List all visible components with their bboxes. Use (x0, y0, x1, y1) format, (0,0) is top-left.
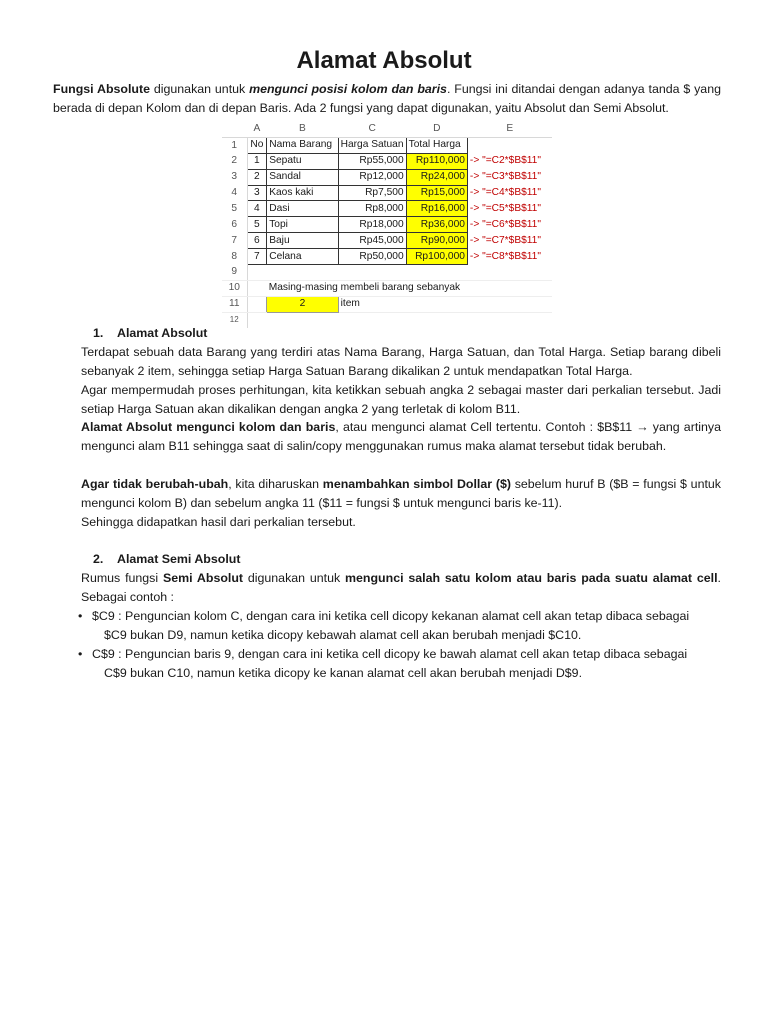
cell-nama: Topi (267, 217, 338, 233)
cell-formula: -> "=C2*$B$11" (469, 155, 541, 167)
header-cell: Nama Barang (267, 137, 338, 153)
column-letter: C (338, 122, 406, 137)
section-heading (93, 324, 207, 343)
cell-formula: -> "=C7*$B$11" (469, 234, 541, 246)
paragraph: Terdapat sebuah data Barang yang terdiri atas Nama Barang, Harga Satuan, dan Total Harga. Setiap barang dibeli sebanyak 2 item, sehingga setiap Harga Satuan Barang dikalikan 2 untuk mendapatkan Total Harga. (81, 345, 721, 378)
bullet-icon: • (78, 609, 83, 623)
row-number: 6 (222, 217, 247, 233)
note-row (222, 280, 552, 296)
cell-total: Rp15,000 (406, 185, 467, 201)
row-number: 1 (222, 137, 247, 153)
quantity-cell: 2 (267, 296, 338, 312)
list-item-text: $C9 bukan D9, namun ketika dicopy kebawah alamat cell akan berubah menjadi $C10. (104, 628, 582, 642)
cell-no: 4 (247, 201, 267, 217)
row-number: 10 (222, 280, 247, 296)
cell-no: 5 (247, 217, 267, 233)
cell-no: 1 (247, 153, 267, 169)
table-header-row (222, 137, 552, 153)
cell-total: Rp24,000 (406, 169, 467, 185)
row-number: 2 (222, 153, 247, 169)
cell-harga: Rp55,000 (338, 153, 406, 169)
table-row (222, 169, 552, 185)
cell-nama: Celana (267, 249, 338, 265)
section-title: Alamat Absolut (117, 326, 208, 340)
bold-term: Alamat Absolut mengunci kolom dan baris (81, 420, 336, 434)
paragraph: Agar mempermudah proses perhitungan, kita ketikkan sebuah angka 2 sebagai master dari perkalian tersebut. Jadi setiap Harga Satuan akan dikalikan dengan angka 2 yang terletak di kolom B11. (81, 383, 721, 416)
header-cell: Total Harga (406, 137, 467, 153)
column-header-row (222, 122, 552, 137)
cell-formula: -> "=C8*$B$11" (469, 250, 541, 262)
section-title: Alamat Semi Absolut (117, 552, 241, 566)
cell-total: Rp36,000 (406, 217, 467, 233)
column-letter: A (247, 122, 267, 137)
cell-harga: Rp12,000 (338, 169, 406, 185)
paragraph-text: Rumus fungsi (81, 571, 163, 585)
cell-no: 6 (247, 233, 267, 249)
list-item (78, 645, 721, 683)
cell-harga: Rp45,000 (338, 233, 406, 249)
row-number: 5 (222, 201, 247, 217)
cell-formula: -> "=C3*$B$11" (469, 171, 541, 183)
cell-nama: Kaos kaki (267, 185, 338, 201)
paragraph-text: digunakan untuk (243, 571, 346, 585)
input-row (222, 296, 552, 312)
cell-total: Rp110,000 (406, 153, 467, 169)
list-item-text: C$9 bukan C10, namun ketika dicopy ke kanan alamat cell akan berubah menjadi D$9. (104, 666, 583, 680)
paragraph-text: . Sebagai contoh : (81, 571, 721, 604)
intro-text-1: digunakan untuk (150, 82, 250, 96)
intro-text-2: . Fungsi ini ditandai dengan adanya tanda $ yang berada di depan Kolom dan di depan Baris. Ada 2 fungsi yang dapat digunakan, yaitu Absolut dan Semi Absolut. (53, 82, 721, 115)
column-letter: B (267, 122, 338, 137)
cell-no: 3 (247, 185, 267, 201)
empty-row (222, 265, 552, 281)
note-text: Masing-masing membeli barang sebanyak (267, 280, 552, 296)
paragraph-text: sebelum huruf B ($B = fungsi $ untuk mengunci kolom B) dan sebelum angka 11 ($11 = fungsi $ untuk mengunci baris ke-11). (81, 477, 721, 510)
cell-formula: -> "=C4*$B$11" (469, 187, 541, 198)
partial-row (222, 312, 552, 327)
row-number: 12 (222, 312, 247, 327)
table-row (222, 201, 552, 217)
list-item (78, 607, 721, 645)
spreadsheet-figure (222, 122, 552, 325)
cell-nama: Sepatu (267, 153, 338, 169)
header-cell: Harga Satuan (338, 137, 406, 153)
paragraph (81, 475, 721, 513)
intro-bold-term: Fungsi Absolute (53, 82, 151, 96)
table-row (222, 153, 552, 169)
list-item-text: C$9 : Penguncian baris 9, dengan cara ini ketika cell dicopy ke bawah alamat cell akan tetap dibaca sebagai (92, 647, 688, 661)
cell-total: Rp100,000 (406, 249, 467, 265)
cell-total: Rp90,000 (406, 233, 467, 249)
cell-harga: Rp50,000 (338, 249, 406, 265)
row-number: 4 (222, 185, 247, 201)
paragraph (81, 418, 721, 456)
table-row (222, 233, 552, 249)
header-cell: No (247, 137, 267, 153)
cell-formula: -> "=C6*$B$11" (469, 218, 541, 230)
paragraph-text: , atau mengunci alamat Cell tertentu. Contoh : $B$11 → yang artinya mengunci alam B11 sehingga saat di salin/copy menggunakan rumus maka alamat tersebut tidak berubah. (81, 420, 721, 453)
cell-nama: Baju (267, 233, 338, 249)
row-number: 11 (222, 296, 247, 312)
bold-term: Agar tidak berubah-ubah (81, 477, 229, 491)
cell-nama: Dasi (267, 201, 338, 217)
cell-no: 2 (247, 169, 267, 185)
unit-cell: item (338, 296, 406, 312)
bold-term: Semi Absolut (162, 571, 244, 585)
paragraph-text: , kita diharuskan (228, 477, 323, 491)
paragraph (81, 569, 721, 607)
cell-total: Rp16,000 (406, 201, 467, 217)
cell-harga: Rp7,500 (338, 185, 406, 201)
paragraph: Sehingga didapatkan hasil dari perkalian tersebut. (81, 515, 356, 529)
cell-harga: Rp8,000 (338, 201, 406, 217)
row-number: 7 (222, 233, 247, 249)
page-title: Alamat Absolut (296, 47, 472, 74)
cell-formula: -> "=C5*$B$11" (469, 202, 541, 214)
table-row (222, 185, 552, 201)
cell-no: 7 (247, 249, 267, 265)
list-item-text: $C9 : Penguncian kolom C, dengan cara ini ketika cell dicopy kekanan alamat cell akan tetap dibaca sebagai (92, 609, 690, 623)
bold-term: mengunci salah satu kolom atau baris pada suatu alamat cell (345, 571, 718, 585)
section-number: 2. (93, 552, 104, 566)
intro-paragraph (53, 80, 721, 118)
cell-nama: Sandal (267, 169, 338, 185)
column-letter: E (467, 122, 552, 137)
row-number: 3 (222, 169, 247, 185)
section-heading (93, 550, 240, 569)
bullet-icon: • (78, 647, 83, 661)
table-row (222, 217, 552, 233)
table-row (222, 249, 552, 265)
row-number: 9 (222, 265, 247, 281)
cell-harga: Rp18,000 (338, 217, 406, 233)
column-letter: D (406, 122, 467, 137)
intro-emphasis: mengunci posisi kolom dan baris (249, 82, 447, 96)
row-number: 8 (222, 249, 247, 265)
section-number: 1. (93, 326, 104, 340)
bold-term: menambahkan simbol Dollar ($) (322, 477, 511, 491)
